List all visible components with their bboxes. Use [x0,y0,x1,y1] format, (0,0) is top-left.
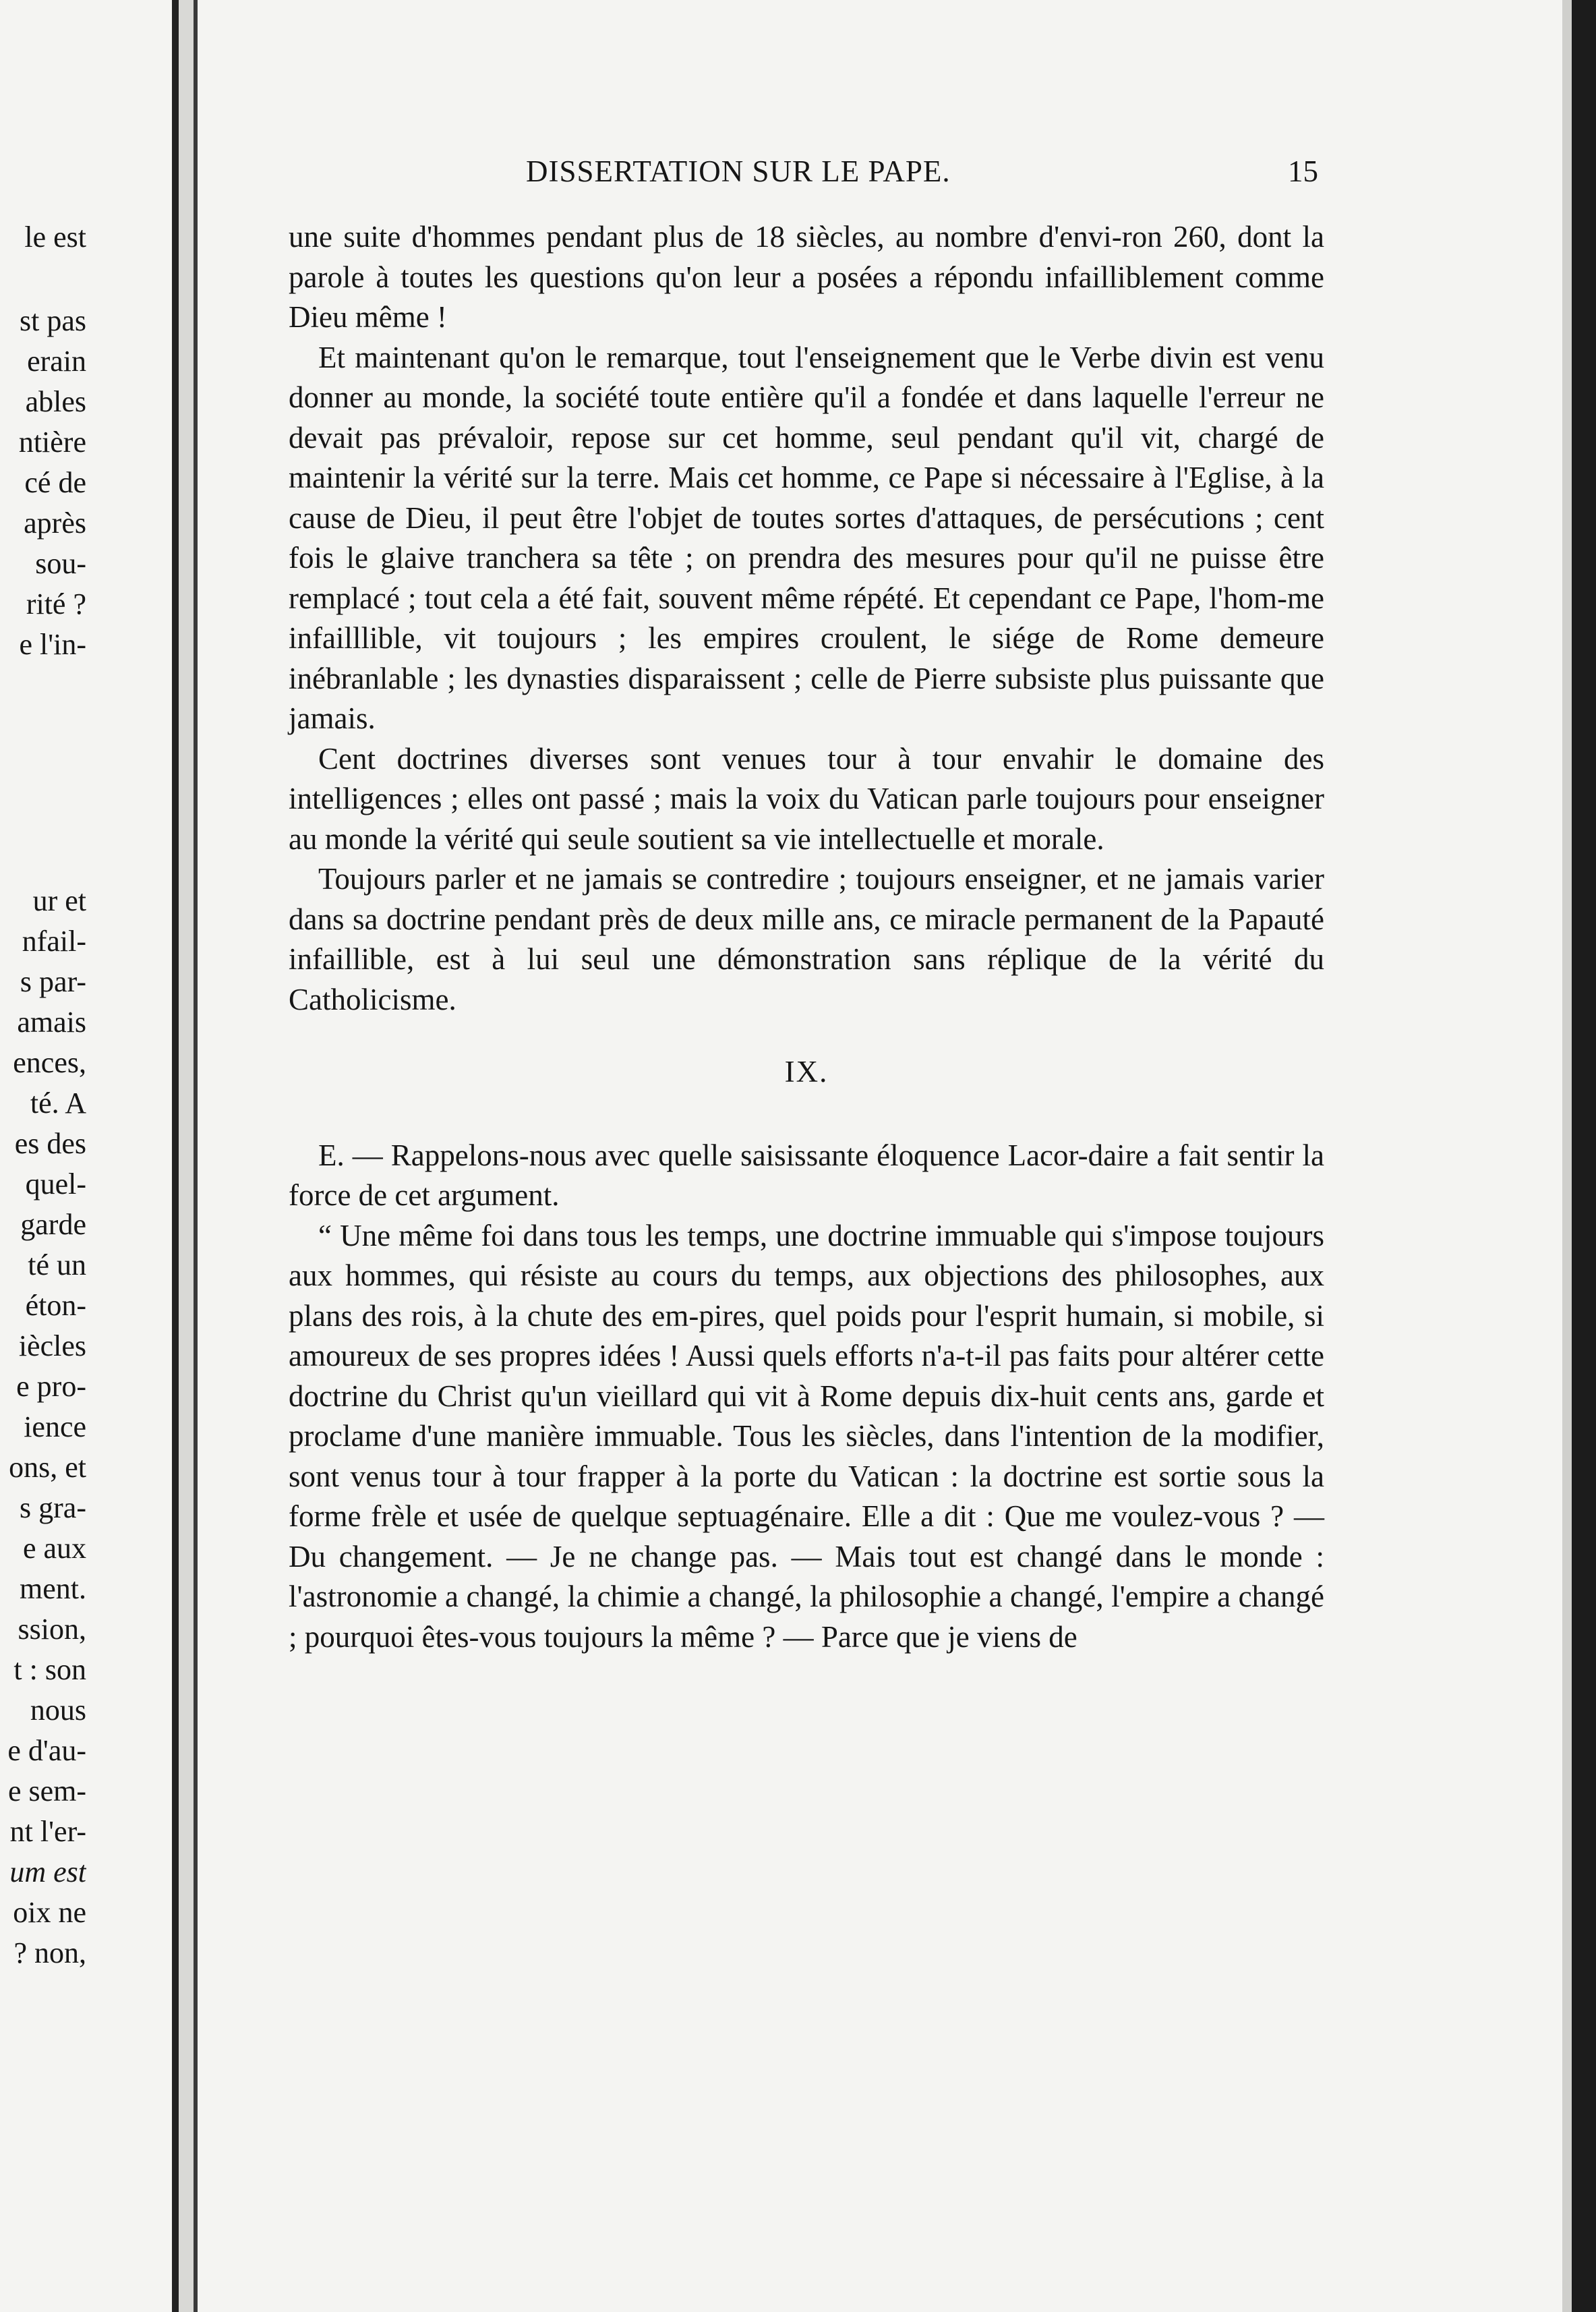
page-gutter-shadow [179,0,194,2312]
fragment-line: s par- [20,965,86,998]
fragment-line: e pro- [16,1370,86,1403]
fragment-line: ssion, [18,1613,86,1646]
page-edge [1572,0,1596,2312]
book-spine-edge [194,0,198,2312]
paragraph: Et maintenant qu'on le remarque, tout l'enseignement que le Verbe divin est venu donner au monde, la société toute entière qu'il a fondée et dans laquelle l'erreur ne devait pas prévaloir, repose sur cet homme, seul pendant qu'il vit, chargé de maintenir la vérité sur la terre. Mais cet homme, ce Pape si nécessaire à l'Eglise, à la cause de Dieu, il peut être l'objet de toutes sortes d'attaques, de persécutions ; cent fois le glaive tranchera sa tête ; on prendra des mesures pour qu'il ne puisse être remplacé ; tout cela a été fait, souvent même répété. Et cependant ce Pape, l'hom-me infailllible, vit toujours ; les empires croulent, le siége de Rome demeure inébranlable ; les dynasties disparaissent ; celle de Pierre subsiste plus puissante que jamais. [289,340,1324,735]
running-title: DISSERTATION SUR LE PAPE. [526,154,951,188]
fragment-line: st pas [20,304,86,337]
fragment-line: le est [24,221,86,254]
fragment-line: nous [30,1694,86,1727]
fragment-line: té un [28,1248,86,1281]
fragment-line: amais [17,1006,86,1039]
paragraph: une suite d'hommes pendant plus de 18 siècles, au nombre d'envi-ron 260, dont la parole à toutes les questions qu'on leur a posées a répondu infailliblement comme Dieu même ! [289,220,1324,334]
fragment-line: nfail- [22,925,86,958]
fragment-line: quel- [25,1167,86,1201]
fragment-line: cé de [24,466,86,499]
book-spine [172,0,179,2312]
fragment-line: t : son [13,1653,86,1686]
fragment-line: um est [9,1855,86,1888]
fragment-line: e d'au- [7,1734,86,1767]
fragment-line: sou- [35,547,86,580]
fragment-line: rité ? [26,587,86,620]
quotation-paragraph: “ Une même foi dans tous les temps, une doctrine immuable qui s'impose toujours aux hommes, qui résiste au cours du temps, aux objections des philosophes, aux plans des rois, à la chute des em-pires, quel poids pour l'esprit humain, si mobile, si amoureux de ses propres idées ! Aussi quels efforts n'a-t-il pas faits pour altérer cette doctrine du Christ qu'un vieillard qui vit à Rome depuis dix-huit cents ans, garde et proclame d'une manière immuable. Tous les siècles, dans l'intention de la modifier, sont venus tour à tour frapper à la porte du Vatican : la doctrine est sortie sous la forme frèle et usée de quelque septuagénaire. Elle a dit : Que me voulez-vous ? — Du changement. — Je ne change pas. — Mais tout est changé dans le monde : l'astronomie a changé, la chimie a changé, la philosophie a changé, l'empire a changé ; pourquoi êtes-vous toujours la même ? — Parce que je viens de [289,1218,1324,1654]
fragment-line: e aux [22,1532,86,1565]
fragment-line: es des [14,1127,86,1160]
page-body [289,217,1324,1657]
fragment-line: erain [27,345,86,378]
fragment-line: nt l'er- [9,1815,86,1848]
fragment-line: ons, et [9,1451,86,1484]
fragment-line: ables [25,385,86,418]
previous-page-fragment [0,0,86,2312]
fragment-line: ur et [32,884,86,917]
paragraph: Toujours parler et ne jamais se contredire ; toujours enseigner, et ne jamais varier dans sa doctrine pendant près de deux mille ans, ce miracle permanent de la Papauté infaillible, est à lui seul une démonstration sans réplique de la vérité du Catholicisme. [289,862,1324,1016]
fragment-line: ? non, [13,1936,86,1969]
fragment-line: éton- [25,1289,86,1322]
fragment-line: e l'in- [19,628,86,661]
fragment-line: ment. [20,1572,86,1605]
fragment-line: té. A [30,1087,86,1120]
fragment-line: oix ne [13,1896,86,1929]
page-number: 15 [1288,154,1318,188]
fragment-line: après [24,507,86,540]
section-heading: IX. [784,1055,829,1089]
fragment-line: e sem- [7,1774,86,1808]
fragment-line: garde [20,1208,86,1241]
fragment-line: ience [24,1410,86,1443]
page-edge-shadow [1562,0,1572,2312]
paragraph: E. — Rappelons-nous avec quelle saisissante éloquence Lacor-daire a fait sentir la force de cet argument. [289,1138,1324,1212]
fragment-line: ntière [18,426,86,459]
fragment-line: s gra- [20,1491,86,1524]
fragment-line: iècles [18,1329,86,1362]
fragment-line: ences, [13,1046,86,1079]
paragraph: Cent doctrines diverses sont venues tour à tour envahir le domaine des intelligences ; elles ont passé ; mais la voix du Vatican parle toujours pour enseigner au monde la vérité qui seule soutient sa vie intellectuelle et morale. [289,741,1324,856]
